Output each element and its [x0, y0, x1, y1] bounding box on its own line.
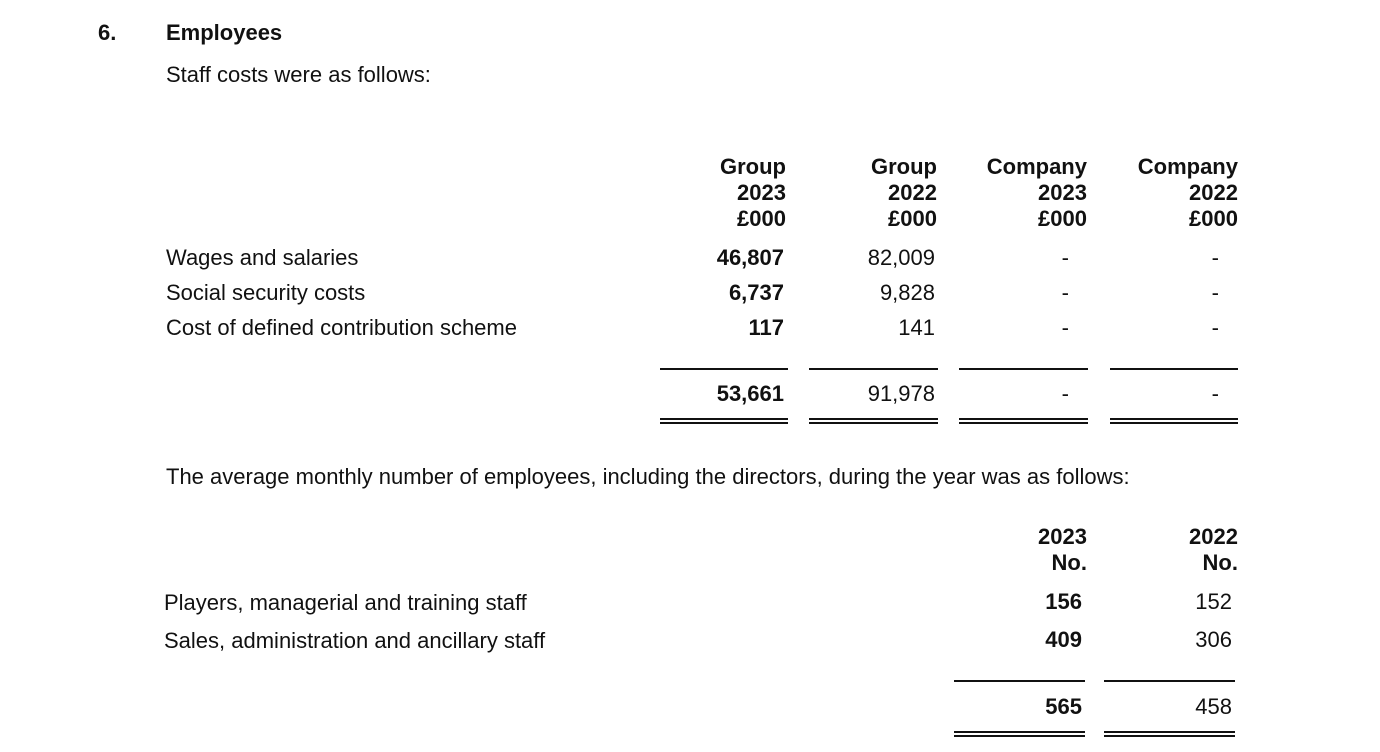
column-header-employees-2022: 2022 No.	[1189, 524, 1238, 575]
column-header-company-2023: Company 2023 £000	[986, 154, 1087, 231]
row-label-social-security: Social security costs	[166, 280, 366, 305]
cell-social-company-2023: -	[1061, 280, 1069, 305]
total-company-2023: -	[1061, 381, 1069, 406]
total-company-2022: -	[1211, 381, 1219, 406]
total-employees-2022: 458	[1195, 694, 1232, 719]
section-number: 6.	[98, 20, 117, 45]
cell-wages-group-2023: 46,807	[716, 245, 784, 270]
employees-intro: The average monthly number of employees, including the directors, during the year was as follows:	[166, 464, 1130, 489]
column-header-company-2022: Company 2022 £000	[1137, 154, 1238, 231]
cell-social-group-2023: 6,737	[728, 280, 784, 305]
cell-sales-2022: 306	[1195, 627, 1232, 652]
total-double-rule-employees-2022	[1104, 731, 1235, 737]
cell-pension-group-2023: 117	[748, 315, 784, 340]
cell-wages-company-2022: -	[1211, 245, 1219, 270]
cell-sales-2023: 409	[1045, 627, 1082, 652]
subtotal-rule-employees-2022	[1104, 680, 1235, 682]
total-group-2023: 53,661	[716, 381, 784, 406]
row-label-pension: Cost of defined contribution scheme	[166, 315, 517, 340]
subtotal-rule-group-2022	[809, 368, 938, 370]
row-label-wages: Wages and salaries	[166, 245, 359, 270]
subtotal-rule-group-2023	[660, 368, 788, 370]
subtotal-rule-company-2023	[959, 368, 1088, 370]
subtotal-rule-employees-2023	[954, 680, 1085, 682]
cell-pension-company-2022: -	[1211, 315, 1219, 340]
total-double-rule-group-2022	[809, 418, 938, 424]
total-double-rule-company-2023	[959, 418, 1088, 424]
section-title: Employees	[166, 20, 283, 45]
cell-social-group-2022: 9,828	[879, 280, 935, 305]
column-header-group-2022: Group 2022 £000	[871, 154, 937, 231]
total-group-2022: 91,978	[867, 381, 935, 406]
cell-wages-company-2023: -	[1061, 245, 1069, 270]
cell-pension-group-2022: 141	[898, 315, 935, 340]
total-double-rule-employees-2023	[954, 731, 1085, 737]
total-employees-2023: 565	[1045, 694, 1082, 719]
total-double-rule-group-2023	[660, 418, 788, 424]
cell-players-2023: 156	[1045, 589, 1082, 614]
row-label-sales-staff: Sales, administration and ancillary staff	[164, 628, 546, 653]
staff-costs-intro: Staff costs were as follows:	[166, 62, 431, 87]
cell-pension-company-2023: -	[1061, 315, 1069, 340]
cell-players-2022: 152	[1195, 589, 1232, 614]
column-header-employees-2023: 2023 No.	[1038, 524, 1087, 575]
column-header-group-2023: Group 2023 £000	[720, 154, 786, 231]
cell-social-company-2022: -	[1211, 280, 1219, 305]
row-label-players-staff: Players, managerial and training staff	[164, 590, 527, 615]
cell-wages-group-2022: 82,009	[867, 245, 935, 270]
total-double-rule-company-2022	[1110, 418, 1238, 424]
subtotal-rule-company-2022	[1110, 368, 1238, 370]
